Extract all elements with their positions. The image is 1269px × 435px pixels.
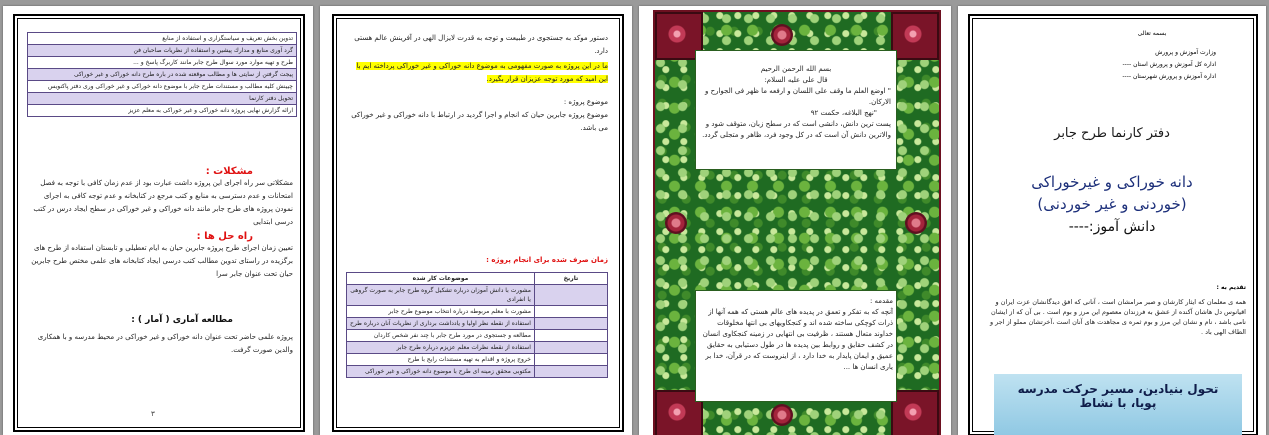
subject-title: دانه خوراكى و غيرخوراكى (1031, 173, 1193, 191)
introduction-heading: مقدمه : (869, 297, 893, 305)
activities-table (27, 32, 297, 117)
table-cell-date (534, 318, 607, 330)
table-row (28, 105, 297, 117)
motto-line-1: تحول بنيادين، مسير حركت مدرسه (1017, 382, 1219, 396)
table-cell-topic: مشورت با معلم مربوطه درباره انتخاب موضوع طرح جابر (347, 306, 535, 318)
table-cell-topic: خروج پروژه و اقدام به تهيه مستندات رايج با طرح (347, 354, 535, 366)
table-row (28, 45, 297, 57)
time-heading: زمان صرف شده براى انجام پروژه : (486, 256, 608, 264)
table-cell-topic: مكتوبى محقق زمينه اى طرح با موضوع دانه خوراكى و غير خوراكى (347, 366, 535, 378)
document-page-4 (958, 6, 1266, 435)
hadith-translation: پست ترين دانش، دانشى است كه در سطح زبان، متوقف شود و والاترين دانش آن است كه در كل وجود فرد، ظاهر و متجلى گردد. (702, 120, 891, 139)
table-cell: تدوين بخش تعريف و سياستگزارى و استفاده از منابع (28, 33, 297, 45)
table-header-topic: موضوعات كار شده (347, 273, 535, 285)
subject-subtitle: (خوردنى و غير خوردنى) (1037, 195, 1187, 213)
table-cell: تحويل دفتر كارنما (28, 93, 297, 105)
page-number: ٣ (151, 410, 155, 418)
header-small: بسمه تعالى (1137, 30, 1167, 37)
table-cell: پيجت گرفتن از سايتى ها و مطالب موقعته شده در باره طرح دانه خوراكى و غير خوراكى (28, 69, 297, 81)
rose-ornament (771, 24, 793, 46)
document-page-2 (320, 6, 632, 435)
dedication-heading: تقديم به : (1216, 284, 1246, 291)
statistics-heading: مطالعه آمارى ( آمار ) : (131, 315, 233, 325)
table-row (28, 93, 297, 105)
table-cell: چيينش كليه مطالب و مستندات طرح جابر با موضوع دانه خوراكى و غير خوراكى ورى دفتر پاكنويس (28, 81, 297, 93)
statistics-paragraph: پروژه علمى حاضر تحت عنوان دانه خوراكى و غير خوراكى در محيط مدرسه و با همكارى والدين صورت گرفت. (37, 333, 293, 354)
table-cell-topic: مشورت با دانش آموزان درباره تشكيل گروه طرح جابر به صورت گروهى يا انفرادى (347, 285, 535, 306)
table-cell-date (534, 285, 607, 306)
table-header-date: تاريخ (534, 273, 607, 285)
rose-ornament (905, 212, 927, 234)
table-row (28, 57, 297, 69)
timeline-table (346, 272, 608, 378)
problems-heading: مشكلات : (205, 166, 253, 177)
table-row (347, 366, 608, 378)
document-page-3 (639, 6, 951, 435)
rose-ornament (771, 404, 793, 426)
topic-heading: موضوع پروژه : (563, 98, 608, 106)
corner-ornament (891, 12, 939, 60)
hadith-source: "نهج البلاغه، حكمت ٩٢ (810, 109, 877, 117)
table-cell-date (534, 366, 607, 378)
table-cell-date (534, 342, 607, 354)
table-row (28, 69, 297, 81)
table-row (347, 285, 608, 306)
book-title: دفتر كارنما طرح جابر (1054, 126, 1170, 141)
table-row (347, 342, 608, 354)
motto-banner (994, 374, 1242, 435)
motto-line-2: پويا، با نشاط (1079, 396, 1157, 410)
province-office: اداره كل آموزش و پرورش استان ---- (1122, 61, 1216, 68)
hadith-text: " اوضع العلم ما وقف على اللسان و ارفعه ما ظهر فى الجوارح و الاركان. (704, 87, 891, 106)
table-row (347, 306, 608, 318)
topic-paragraph: موضوع پروژه جابرين حيان كه انجام و اجرا گرديد در ارتباط با دانه خوراكى و غير خوراكى مى باشد. (351, 111, 608, 132)
table-cell: طرح و تهيه موارد مورد سوال طرح جابر مانند كاربرگ پاسخ و ... (28, 57, 297, 69)
table-cell-date (534, 354, 607, 366)
basmala: بسم الله الرحمن الرحيم (760, 65, 832, 73)
table-cell-date (534, 306, 607, 318)
imam-quote-line: قال على عليه السلام: (764, 76, 828, 84)
document-page-1 (3, 6, 313, 435)
table-row (28, 33, 297, 45)
table-row (347, 330, 608, 342)
table-cell: گرد آورى منابع و مدارك پيشين و استفاده از نظريات صاحبان فن (28, 45, 297, 57)
table-row (28, 81, 297, 93)
table-cell-topic: استفاده از نقطه نظرات معلم عزيزم درباره طرح جابر (347, 342, 535, 354)
table-row (347, 318, 608, 330)
problems-paragraph: مشكلاتى سر راه اجراى اين پروژه داشت عبارت بود از عدم زمان كافى با توجه به فصل امتحانات و عدم دسترسى به منابع و كتب مرجع در كتابخانه و عدم توجه كافى به اجراى نمودن پروژه هاى طرح جابر مانند دانه خوراكى و غير خوراكى در سطح ايجاد درس در كتب درسى ابتدايى (33, 179, 293, 226)
city-office: اداره آموزش و پرورش شهرستان ---- (1122, 73, 1216, 80)
solutions-heading: راه حل ها : (196, 231, 253, 242)
introduction-paragraph: آنچه كه به تفكر و تعمق در پديده هاى عالم هستى كه همه آنها از ذرات كوچكى ساخته شده اند و كنجكاويهاى بى انتها مخلوقات خداوند متعال هستند ، ظرفيت بى انتهايى در زمينه كنجكاوى انسان در كشف حقايق و روابط بين پديده ها در طول دستيابى به حقايق عميق و ايمان پايدار به خدا دارد ، از اينروست كه در قرآن، خدا بر يارى انسان ها ... (702, 308, 893, 371)
corner-ornament (891, 390, 939, 435)
table-row (347, 354, 608, 366)
table-cell-topic: استفاده از نقطه نظر اوليا و يادداشت بردارى از نظريات آنان درباره طرح (347, 318, 535, 330)
table-cell-topic: مطالعه و جستجوى در مورد طرح جابر با چند نفر شخص كاردان (347, 330, 535, 342)
highlighted-text: ما در اين پروژه به صورت مفهومى به موضوع دانه خوراكى و غير خوراكى پرداخته ايم با اين اميد كه مورد توجه عزيزان قرار بگيرد. (356, 62, 608, 83)
intro-paragraph: دستور موكد به جستجوى در طبيعت و توجه به قدرت لايزال الهى در آفرينش عالم هستى دارد. (354, 34, 608, 55)
solutions-paragraph: تعيين زمان اجراى طرح پروژه جابرين حيان به ايام تعطيلى و تابستان استفاده از طرح هاى برگزيده در راستاى تدوين مطالب كتب درسى ايجاد كتابخانه هاى علمى مختص طرح جابرين حيان تحت عنوان جابر سرا (31, 244, 293, 278)
table-cell-date (534, 330, 607, 342)
student-name: دانش آموز:---- (1068, 219, 1156, 235)
ministry-name: وزارت آموزش و پرورش (1155, 49, 1216, 56)
dedication-paragraph: همه ى معلمان كه ايثار كارشان و صبر مرامشان است ، آنانى كه افق ديدگانشان عزت ايران و اقيانوس دل هاشان آكنده از عشق به فرزندان معصوم اين مرز و بوم است . بى آن كه از ايشان نامى باشد ، نام و نشان اين مرز و بوم ثمره ى مجاهدت هاى آنان است ،آخرتشان مملو از اجر و الطاف الهى باد . (989, 298, 1246, 336)
table-cell: ارائه گزارش نهايى پروژه دانه خوراكى و غير خوراكى به معلم عزيز (28, 105, 297, 117)
rose-ornament (665, 212, 687, 234)
